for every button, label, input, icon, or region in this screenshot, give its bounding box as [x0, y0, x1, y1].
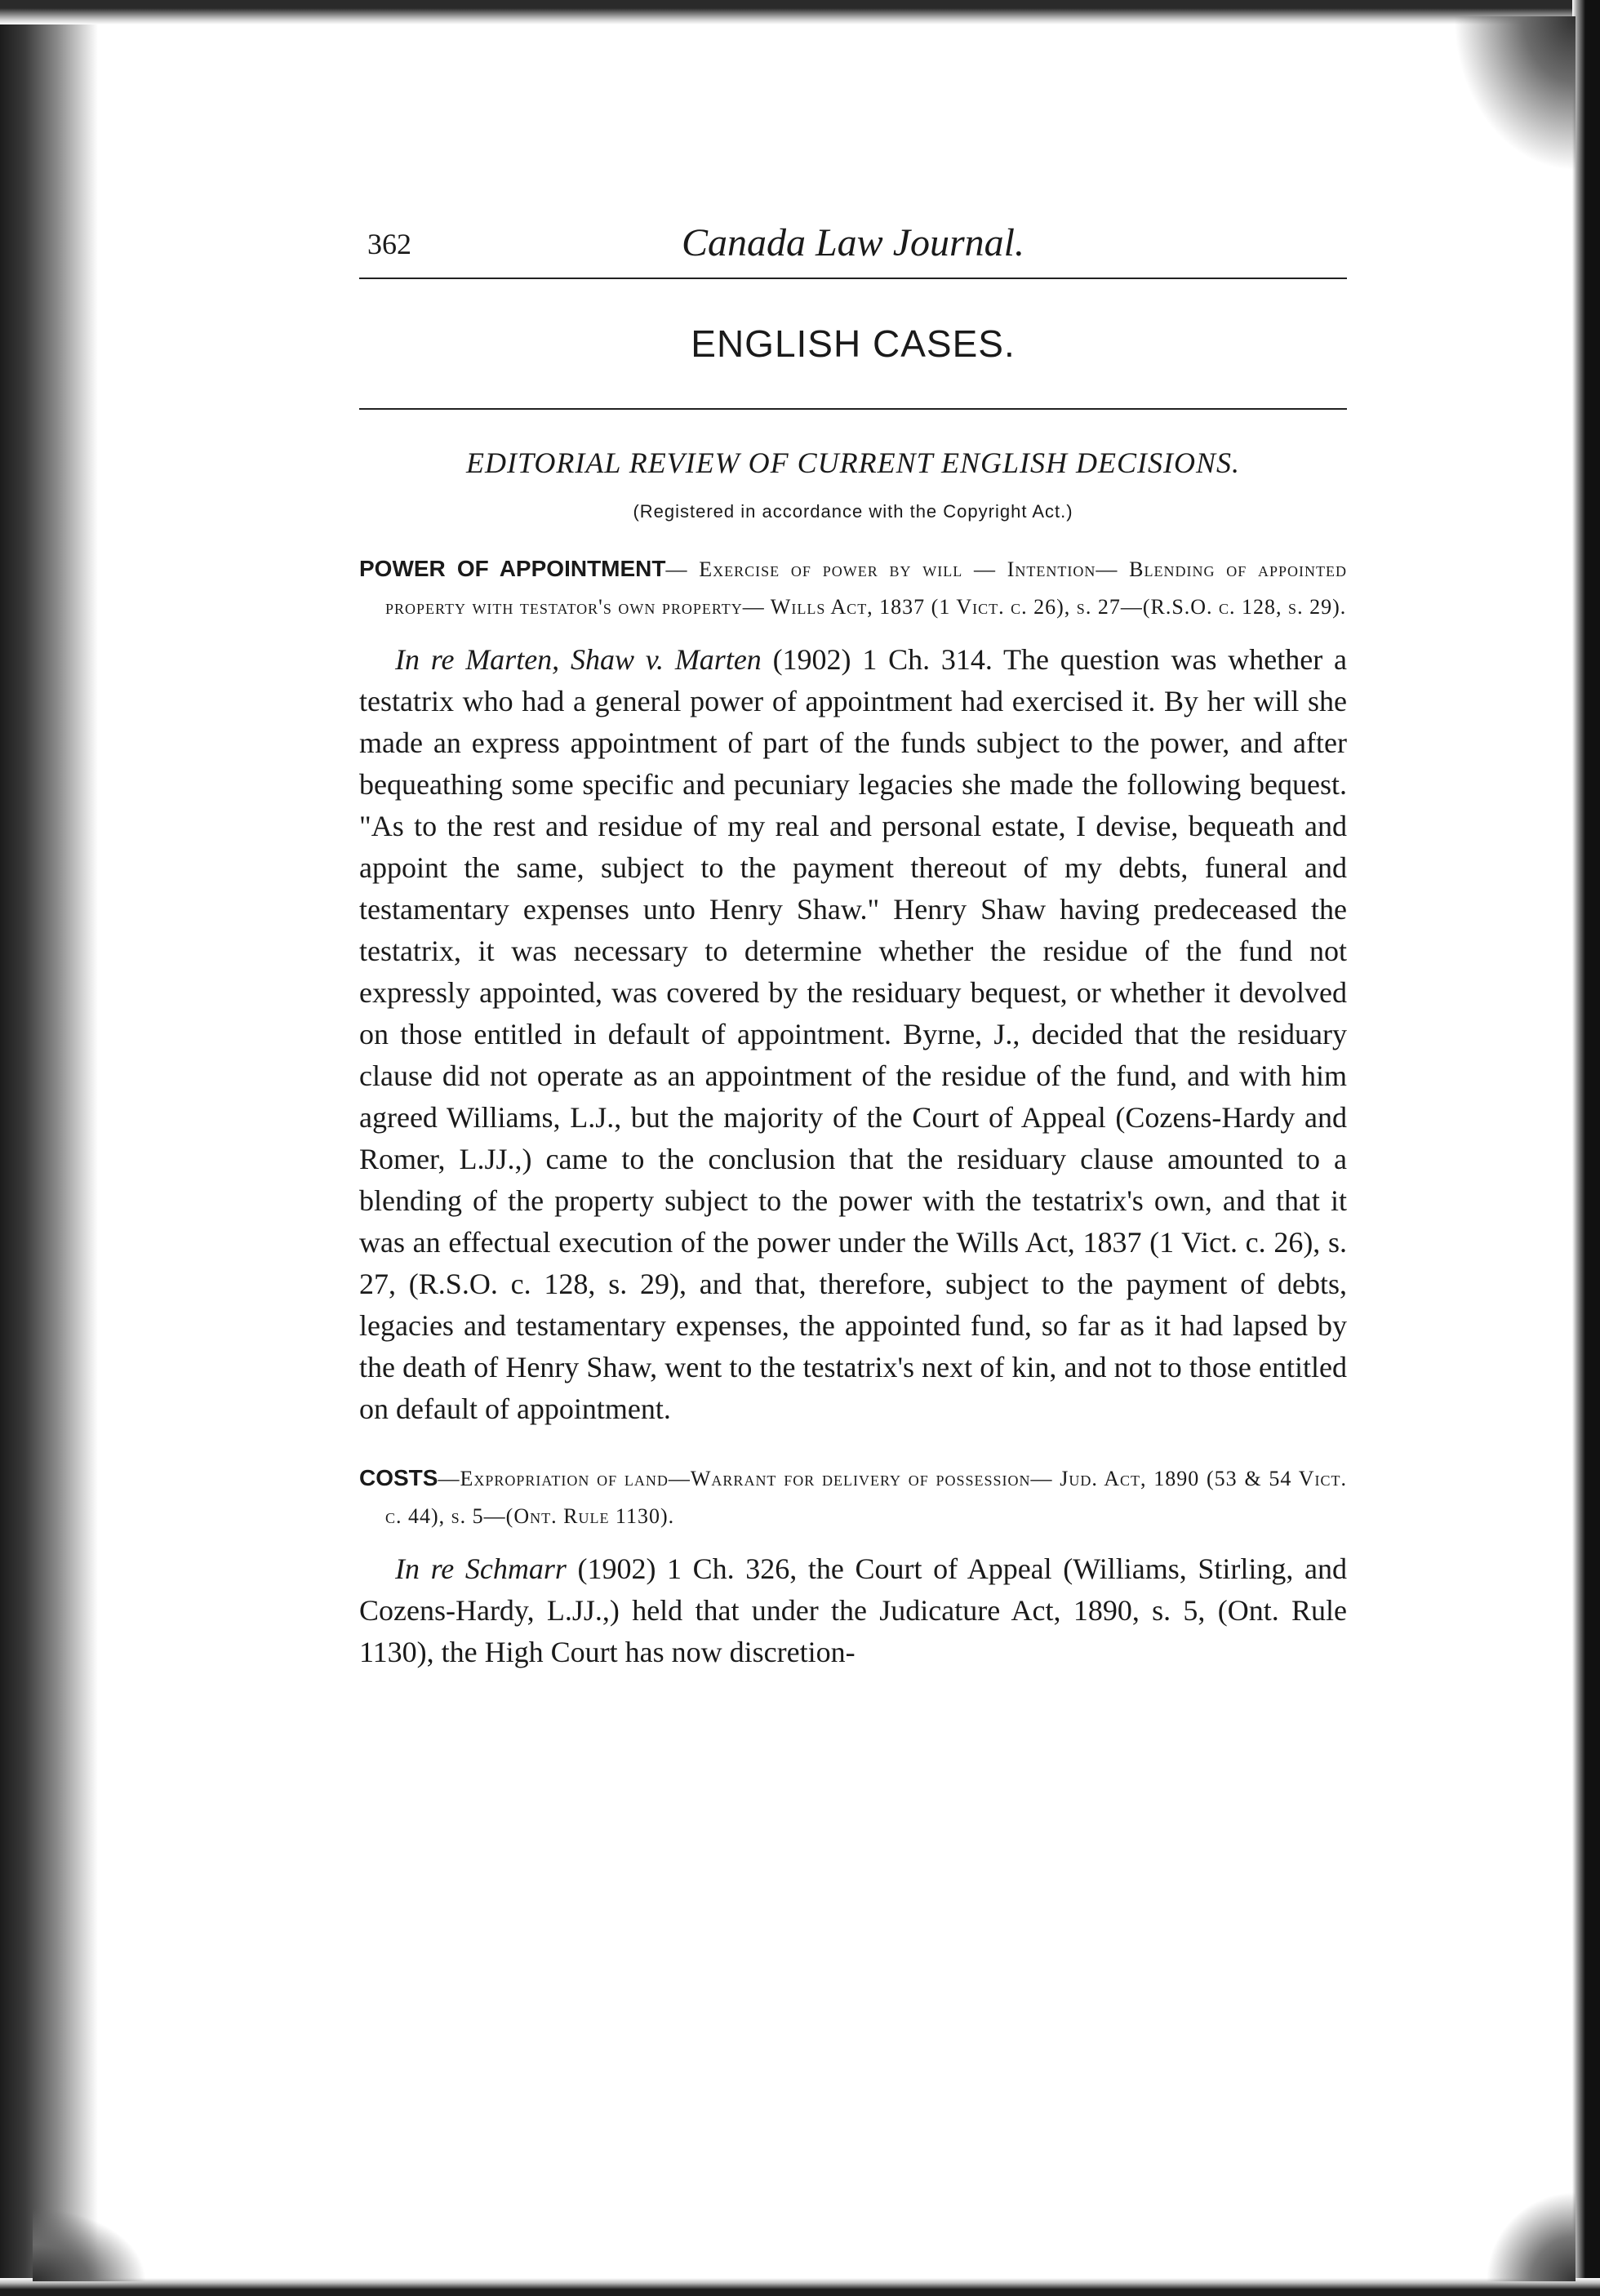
scan-edge-right — [1572, 0, 1600, 2296]
scan-corner-shadow — [1453, 16, 1576, 171]
case-citation: (1902) 1 Ch. 314. — [761, 643, 1004, 676]
section-rule — [359, 408, 1347, 410]
case-body: the Court of Appeal (Williams, Stirling, and Cozens-Hardy, L.JJ.,) held that under the Judicature Act, 1890, s. 5, (Ont. Rule 1130), the High Court has now discretion- — [359, 1552, 1347, 1668]
case-keyword: POWER OF APPOINTMENT — [359, 556, 666, 581]
running-head — [359, 196, 1347, 264]
case-paragraph — [359, 639, 1347, 1430]
case-heading — [359, 1459, 1347, 1535]
case-heading — [359, 550, 1347, 626]
scan-corner-shadow — [33, 2208, 147, 2281]
page-number: 362 — [367, 228, 411, 260]
section-subtitle: EDITORIAL REVIEW OF CURRENT ENGLISH DECISIONS. — [466, 446, 1240, 479]
scan-corner-shadow — [1486, 2192, 1576, 2281]
copyright-notice: (Registered in accordance with the Copyright Act.) — [633, 501, 1073, 522]
header-rule — [359, 278, 1347, 279]
scan-edge-top — [0, 0, 1600, 24]
case-name: In re Marten, Shaw v. Marten — [395, 643, 762, 676]
case-body: The question was whether a testatrix who had a general power of appointment had exercised it. By her will she made an express appointment of part of the funds subject to the power, and after bequeathing some specific and pecuniary legacies she made the following bequest. "As to the rest and residue of my real and personal estate, I devise, bequeath and appoint the same, subject to the payment thereout of my debts, funeral and testamentary expenses unto Henry Shaw." Henry Shaw having predeceased the testatrix, it was necessary to determine whether the residue of the fund not expressly appointed, was covered by the residuary bequest, or whether it devolved on those entitled in default of appointment. Byrne, J., decided that the residuary clause did not operate as an appointment of the residue of the fund, and with him agreed Williams, L.J., but the majority of the Court of Appeal (Cozens-Hardy and Romer, L.JJ.,) came to the conclusion that the residuary clause amounted to a blending of the property subject to the power with the testatrix's own, and that it was an effectual execution of the power under the Wills Act, 1837 (1 Vict. c. 26), s. 27, (R.S.O. c. 128, s. 29), and that, therefore, subject to the payment of debts, legacies and testamentary expenses, the appointed fund, so far as it had lapsed by the death of Henry Shaw, went to the testatrix's next of kin, and not to those entitled on default of appointment. — [359, 643, 1347, 1425]
case-name: In re Schmarr — [395, 1552, 567, 1585]
scan-edge-left — [0, 0, 98, 2296]
case-paragraph — [359, 1548, 1347, 1673]
section-title: ENGLISH CASES. — [691, 322, 1016, 365]
scan-edge-bottom — [0, 2278, 1600, 2296]
case-keyword: COSTS — [359, 1465, 438, 1490]
case-citation: (1902) 1 Ch. 326, — [566, 1552, 808, 1585]
journal-page — [359, 196, 1347, 1703]
case-topics: — Exercise of power by will — Intention— Blending of appointed property with testator's own property— Wills Act, 1837 (1 Vict. c. 26), s. 27—(R.S.O. c. 128, s. 29). — [385, 557, 1347, 619]
journal-title: Canada Law Journal. — [681, 221, 1025, 264]
case-topics: —Expropriation of land—Warrant for delivery of possession— Jud. Act, 1890 (53 & 54 Vict. c. 44), s. 5—(Ont. Rule 1130). — [385, 1467, 1347, 1528]
